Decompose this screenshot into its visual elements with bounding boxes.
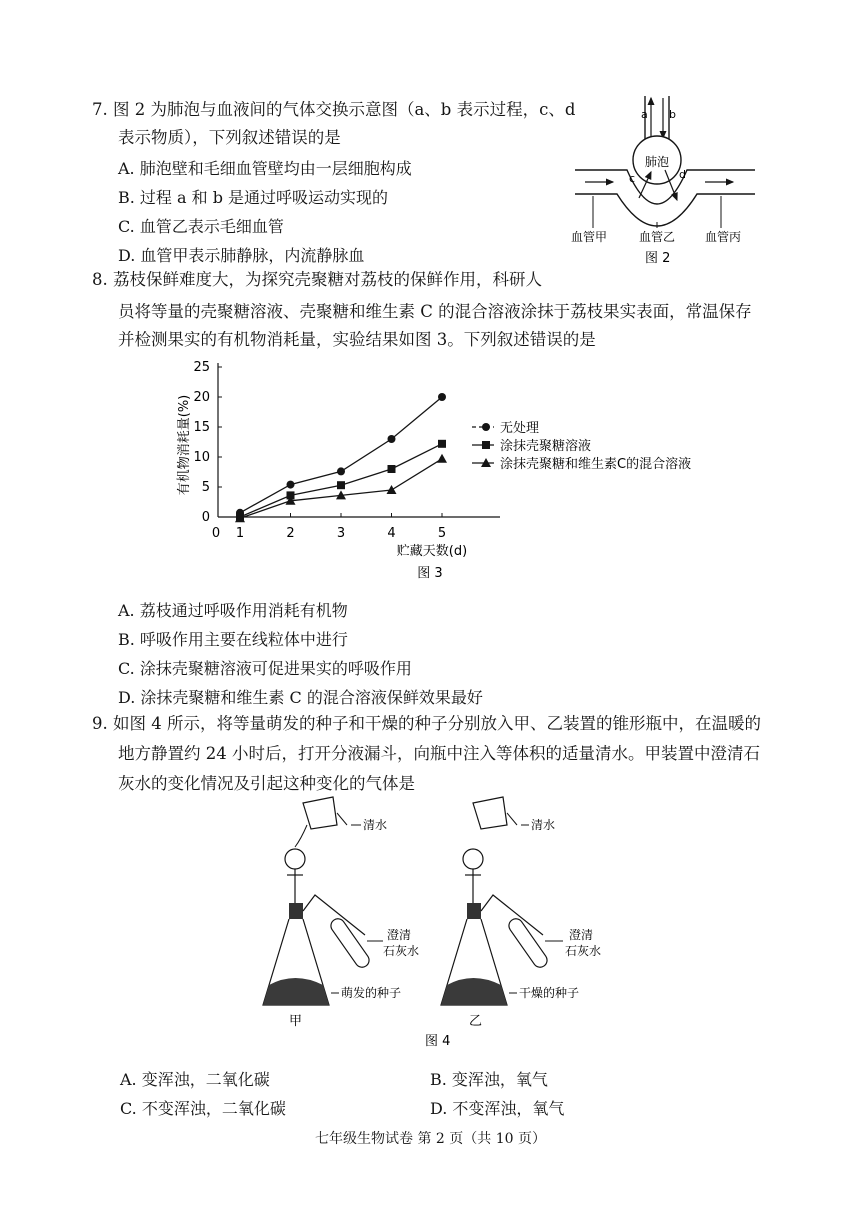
label-b: b — [669, 108, 676, 121]
chart-point — [437, 454, 447, 463]
chart-legend-label: 涂抹壳聚糖和维生素C的混合溶液 — [500, 457, 692, 472]
beaker-left — [303, 797, 337, 829]
q7-stem-line1: 7. 图 2 为肺泡与血液间的气体交换示意图（a、b 表示过程，c、d — [92, 100, 576, 119]
figure-2-caption: 图 2 — [645, 251, 671, 266]
q7-option-b: B. 过程 a 和 b 是通过呼吸运动实现的 — [118, 188, 389, 207]
q7-option-d: D. 血管甲表示肺静脉，内流静脉血 — [118, 246, 365, 265]
chart-xtick-label: 3 — [336, 526, 346, 541]
vessel-jia-label: 血管甲 — [571, 230, 608, 244]
q7-stem-line2: 表示物质），下列叙述错误的是 — [118, 128, 341, 147]
apparatus-jia-label: 甲 — [289, 1014, 303, 1029]
q9-stem-line2: 地方静置约 24 小时后，打开分液漏斗，向瓶中注入等体积的适量清水。甲装置中澄清石 — [118, 744, 760, 763]
q7-option-c: C. 血管乙表示毛细血管 — [118, 217, 284, 236]
q9-option-c: C. 不变浑浊，二氧化碳 — [120, 1099, 286, 1118]
chart-point — [287, 481, 295, 489]
chart-ytick-label: 10 — [193, 450, 210, 465]
chart-ytick-label: 0 — [201, 510, 210, 525]
limewater-label-right-1: 澄清 — [569, 928, 594, 942]
test-tube-right — [506, 916, 550, 970]
q9-option-b: B. 变浑浊，氧气 — [430, 1070, 548, 1089]
figure-3-chart — [160, 355, 730, 590]
chart-xtick-label: 1 — [235, 526, 245, 541]
limewater-label-left-2: 石灰水 — [383, 944, 420, 958]
chart-legend-marker — [482, 423, 490, 431]
q8-stem-line3: 并检测果实的有机物消耗量，实验结果如图 3。下列叙述错误的是 — [118, 330, 596, 349]
chart-ytick-label: 25 — [193, 360, 210, 375]
funnel-bulb-right — [463, 849, 483, 869]
q8-option-a: A. 荔枝通过呼吸作用消耗有机物 — [118, 601, 348, 620]
chart-xlabel: 贮藏天数(d) — [396, 544, 468, 559]
figure-4-caption: 图 4 — [425, 1034, 451, 1049]
test-tube-left — [328, 916, 372, 970]
chart-point — [388, 465, 396, 473]
chart-point — [387, 485, 397, 494]
alveolus-label: 肺泡 — [645, 155, 670, 169]
q8-option-d: D. 涂抹壳聚糖和维生素 C 的混合溶液保鲜效果最好 — [118, 688, 483, 707]
chart-legend-label: 无处理 — [500, 421, 540, 436]
chart-point — [438, 393, 446, 401]
seeds-germinating-label: 萌发的种子 — [341, 986, 402, 1000]
q9-option-a: A. 变浑浊，二氧化碳 — [120, 1070, 270, 1089]
q9-stem-line3: 灰水的变化情况及引起这种变化的气体是 — [118, 774, 415, 793]
chart-point — [388, 435, 396, 443]
apparatus-yi-label: 乙 — [469, 1014, 483, 1029]
chart-ytick-label: 15 — [193, 420, 210, 435]
label-a: a — [641, 108, 648, 121]
page-footer: 七年级生物试卷 第 2 页（共 10 页） — [315, 1131, 546, 1147]
q8-option-c: C. 涂抹壳聚糖溶液可促进果实的呼吸作用 — [118, 659, 412, 678]
chart-origin-label: 0 — [211, 526, 221, 541]
vessel-yi-label: 血管乙 — [639, 230, 676, 244]
q8-stem-line1: 8. 荔枝保鲜难度大，为探究壳聚糖对荔枝的保鲜作用，科研人 — [92, 270, 542, 289]
apparatus-jia — [263, 797, 419, 1029]
figure-4-apparatus — [255, 795, 625, 1055]
chart-xtick-label: 4 — [387, 526, 396, 541]
funnel-bulb-left — [285, 849, 305, 869]
chart-series-line — [240, 444, 442, 517]
chart-ytick-label: 5 — [201, 480, 210, 495]
water-label-right: 清水 — [531, 818, 556, 832]
q8-option-b: B. 呼吸作用主要在线粒体中进行 — [118, 630, 348, 649]
chart-xtick-label: 5 — [437, 526, 447, 541]
seeds-dry-label: 干燥的种子 — [519, 986, 580, 1000]
label-c: c — [629, 172, 636, 185]
q7-option-a: A. 肺泡壁和毛细血管壁均由一层细胞构成 — [118, 159, 412, 178]
limewater-label-right-2: 石灰水 — [565, 944, 602, 958]
beaker-right — [473, 797, 507, 829]
chart-point — [337, 481, 345, 489]
q9-stem-line1: 9. 如图 4 所示，将等量萌发的种子和干燥的种子分别放入甲、乙装置的锥形瓶中，在温暖的 — [92, 714, 761, 733]
figure-3-caption: 图 3 — [417, 566, 443, 581]
label-d: d — [679, 168, 686, 181]
vessel-bing-label: 血管丙 — [705, 230, 742, 244]
q9-option-d: D. 不变浑浊，氧气 — [430, 1099, 565, 1118]
limewater-label-left-1: 澄清 — [387, 928, 412, 942]
chart-legend-label: 涂抹壳聚糖溶液 — [500, 439, 592, 454]
q8-stem-line2: 员将等量的壳聚糖溶液、壳聚糖和维生素 C 的混合溶液涂抹于荔枝果实表面，常温保存 — [118, 302, 752, 321]
figure-2-alveolus-diagram — [565, 88, 765, 273]
chart-legend-marker — [482, 441, 490, 449]
apparatus-yi — [441, 797, 601, 1029]
chart-point — [337, 467, 345, 475]
chart-ytick-label: 20 — [193, 390, 210, 405]
water-label-left: 清水 — [363, 818, 388, 832]
stopper-left — [289, 903, 303, 919]
stopper-right — [467, 903, 481, 919]
chart-xtick-label: 2 — [286, 526, 295, 541]
chart-point — [438, 440, 446, 448]
chart-ylabel: 有机物消耗量(%) — [177, 394, 192, 496]
